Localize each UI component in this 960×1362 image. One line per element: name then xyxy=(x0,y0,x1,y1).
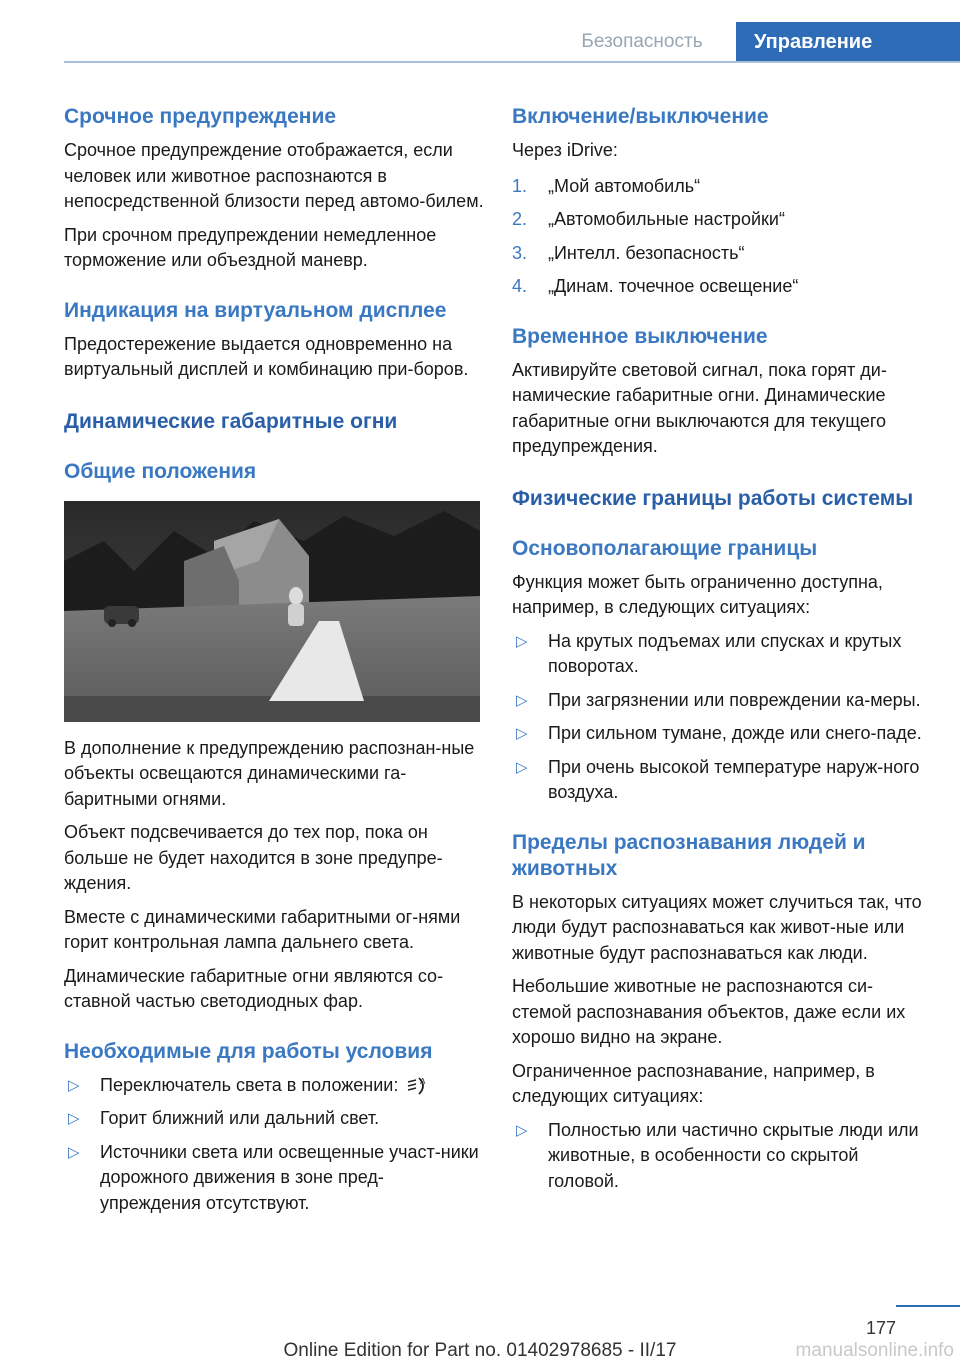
triangle-bullet-icon: ▷ xyxy=(516,758,528,776)
list-item-text: При сильном тумане, дожде или снего-паде. xyxy=(548,723,922,743)
recognition-list xyxy=(512,1118,932,1195)
list-item-text: При очень высокой температуре наруж-ного воздуха. xyxy=(548,756,920,802)
tab-safety[interactable]: Безопасность xyxy=(581,31,703,52)
edition-text: Online Edition for Part no. 01402978685 - II/17 xyxy=(283,1340,677,1361)
triangle-bullet-icon: ▷ xyxy=(516,632,528,650)
heading-dynamic-lights: Динамические габаритные огни xyxy=(64,409,398,433)
list-item-text: „Автомобильные настройки“ xyxy=(548,209,785,229)
list-item-text: „Интелл. безопасность“ xyxy=(548,242,745,263)
triangle-bullet-icon: ▷ xyxy=(68,1143,80,1161)
triangle-bullet-icon: ▷ xyxy=(68,1076,80,1094)
watermark: manualsonline.info xyxy=(795,1340,954,1361)
footer-divider xyxy=(896,1305,960,1307)
night-road-photo xyxy=(64,501,484,722)
list-item xyxy=(512,688,932,714)
paragraph: Через iDrive: xyxy=(512,140,618,160)
step-number: 4. xyxy=(512,276,528,296)
step-number: 3. xyxy=(512,242,528,263)
page-header xyxy=(0,0,960,62)
step-number: 1. xyxy=(512,175,528,196)
limits-list xyxy=(512,629,932,806)
paragraph: При срочном предупреждении немедленное торможение или объездной маневр. xyxy=(64,224,437,270)
list-item-text: „Динам. точечное освещение“ xyxy=(548,276,799,296)
list-item-text: Полностью или частично скрытые люди или животные, в особенности со скрытой головой. xyxy=(548,1119,919,1191)
list-item-text: При загрязнении или повреждении ка-меры. xyxy=(548,689,921,710)
triangle-bullet-icon: ▷ xyxy=(516,1121,528,1139)
list-item xyxy=(64,1073,484,1099)
list-item xyxy=(512,274,932,300)
header-divider xyxy=(64,61,960,63)
list-item-text: Горит ближний или дальний свет. xyxy=(100,1108,380,1128)
heading-general: Общие положения xyxy=(64,459,257,483)
heading-basic-limits: Основополагающие границы xyxy=(512,536,818,560)
list-item-text: Переключатель света в положении: xyxy=(100,1074,399,1095)
paragraph: Функция может быть ограниченно доступна, например, в следующих ситуациях: xyxy=(512,571,883,617)
heading-physical-limits: Физические границы работы системы xyxy=(512,486,914,510)
heading-recognition-limits: Пределы распознавания людей и животных xyxy=(512,830,866,880)
list-item xyxy=(512,241,932,267)
list-item xyxy=(512,755,932,806)
paragraph: Вместе с динамическими габаритными ог-нями горит контрольная лампа дальнего света. xyxy=(64,906,461,952)
paragraph: В дополнение к предупреждению распознан-ные объекты освещаются динамическими га-баритными огнями. xyxy=(64,737,475,809)
triangle-bullet-icon: ▷ xyxy=(516,725,528,742)
page-number: 177 xyxy=(865,1318,896,1338)
list-item xyxy=(64,1106,484,1132)
paragraph: Объект подсвечивается до тех пор, пока он больше не будет находится в зоне предупре-ждения. xyxy=(64,822,443,893)
svg-text:A: A xyxy=(420,1076,426,1086)
heading-temporary-off: Временное выключение xyxy=(512,324,768,348)
list-item-text: На крутых подъемах или спусках и крутых поворотах. xyxy=(548,630,902,676)
paragraph: Небольшие животные не распознаются си-стемой распознавания объектов, даже если их хорошо видно на экране. xyxy=(512,976,906,1047)
list-item-text: Источники света или освещенные участ-ники дорожного движения в зоне пред-упреждения отсутствуют. xyxy=(100,1141,479,1213)
paragraph: В некоторых ситуациях может случиться так, что люди будут распознаваться как живот-ные или животные будут распознаваться как люди. xyxy=(512,891,922,963)
left-column xyxy=(64,100,484,1216)
triangle-bullet-icon: ▷ xyxy=(516,691,528,709)
paragraph: Предостережение выдается одновременно на виртуальный дисплей и комбинацию при-боров. xyxy=(64,333,469,379)
idrive-steps xyxy=(512,174,932,300)
headlight-auto-icon xyxy=(403,1074,433,1098)
list-item xyxy=(512,207,932,233)
list-item xyxy=(64,1140,484,1217)
night-road-illustration xyxy=(64,501,480,722)
tab-control[interactable]: Управление xyxy=(736,22,960,62)
list-item xyxy=(512,721,932,747)
heading-on-off: Включение/выключение xyxy=(512,105,769,128)
heading-virtual-display: Индикация на виртуальном дисплее xyxy=(64,298,447,322)
heading-conditions: Необходимые для работы условия xyxy=(64,1039,433,1063)
list-item-text: „Мой автомобиль“ xyxy=(548,175,701,196)
conditions-list xyxy=(64,1073,484,1217)
list-item xyxy=(512,174,932,200)
paragraph: Активируйте световой сигнал, пока горят ди-намические габаритные огни. Динамические габаритные огни выключаются для текущего предупреждения. xyxy=(512,359,887,456)
list-item xyxy=(512,1118,932,1195)
triangle-bullet-icon: ▷ xyxy=(68,1110,80,1127)
right-column xyxy=(512,100,932,1194)
paragraph: Динамические габаритные огни являются со-ставной частью светодиодных фар. xyxy=(64,965,444,1011)
paragraph: Срочное предупреждение отображается, если человек или животное распознаются в непосредственной близости перед автомо-билем. xyxy=(64,140,484,211)
paragraph: Ограниченное распознавание, например, в следующих ситуациях: xyxy=(512,1060,875,1106)
list-item xyxy=(512,629,932,680)
heading-urgent-warning: Срочное предупреждение xyxy=(64,105,337,128)
step-number: 2. xyxy=(512,209,528,229)
